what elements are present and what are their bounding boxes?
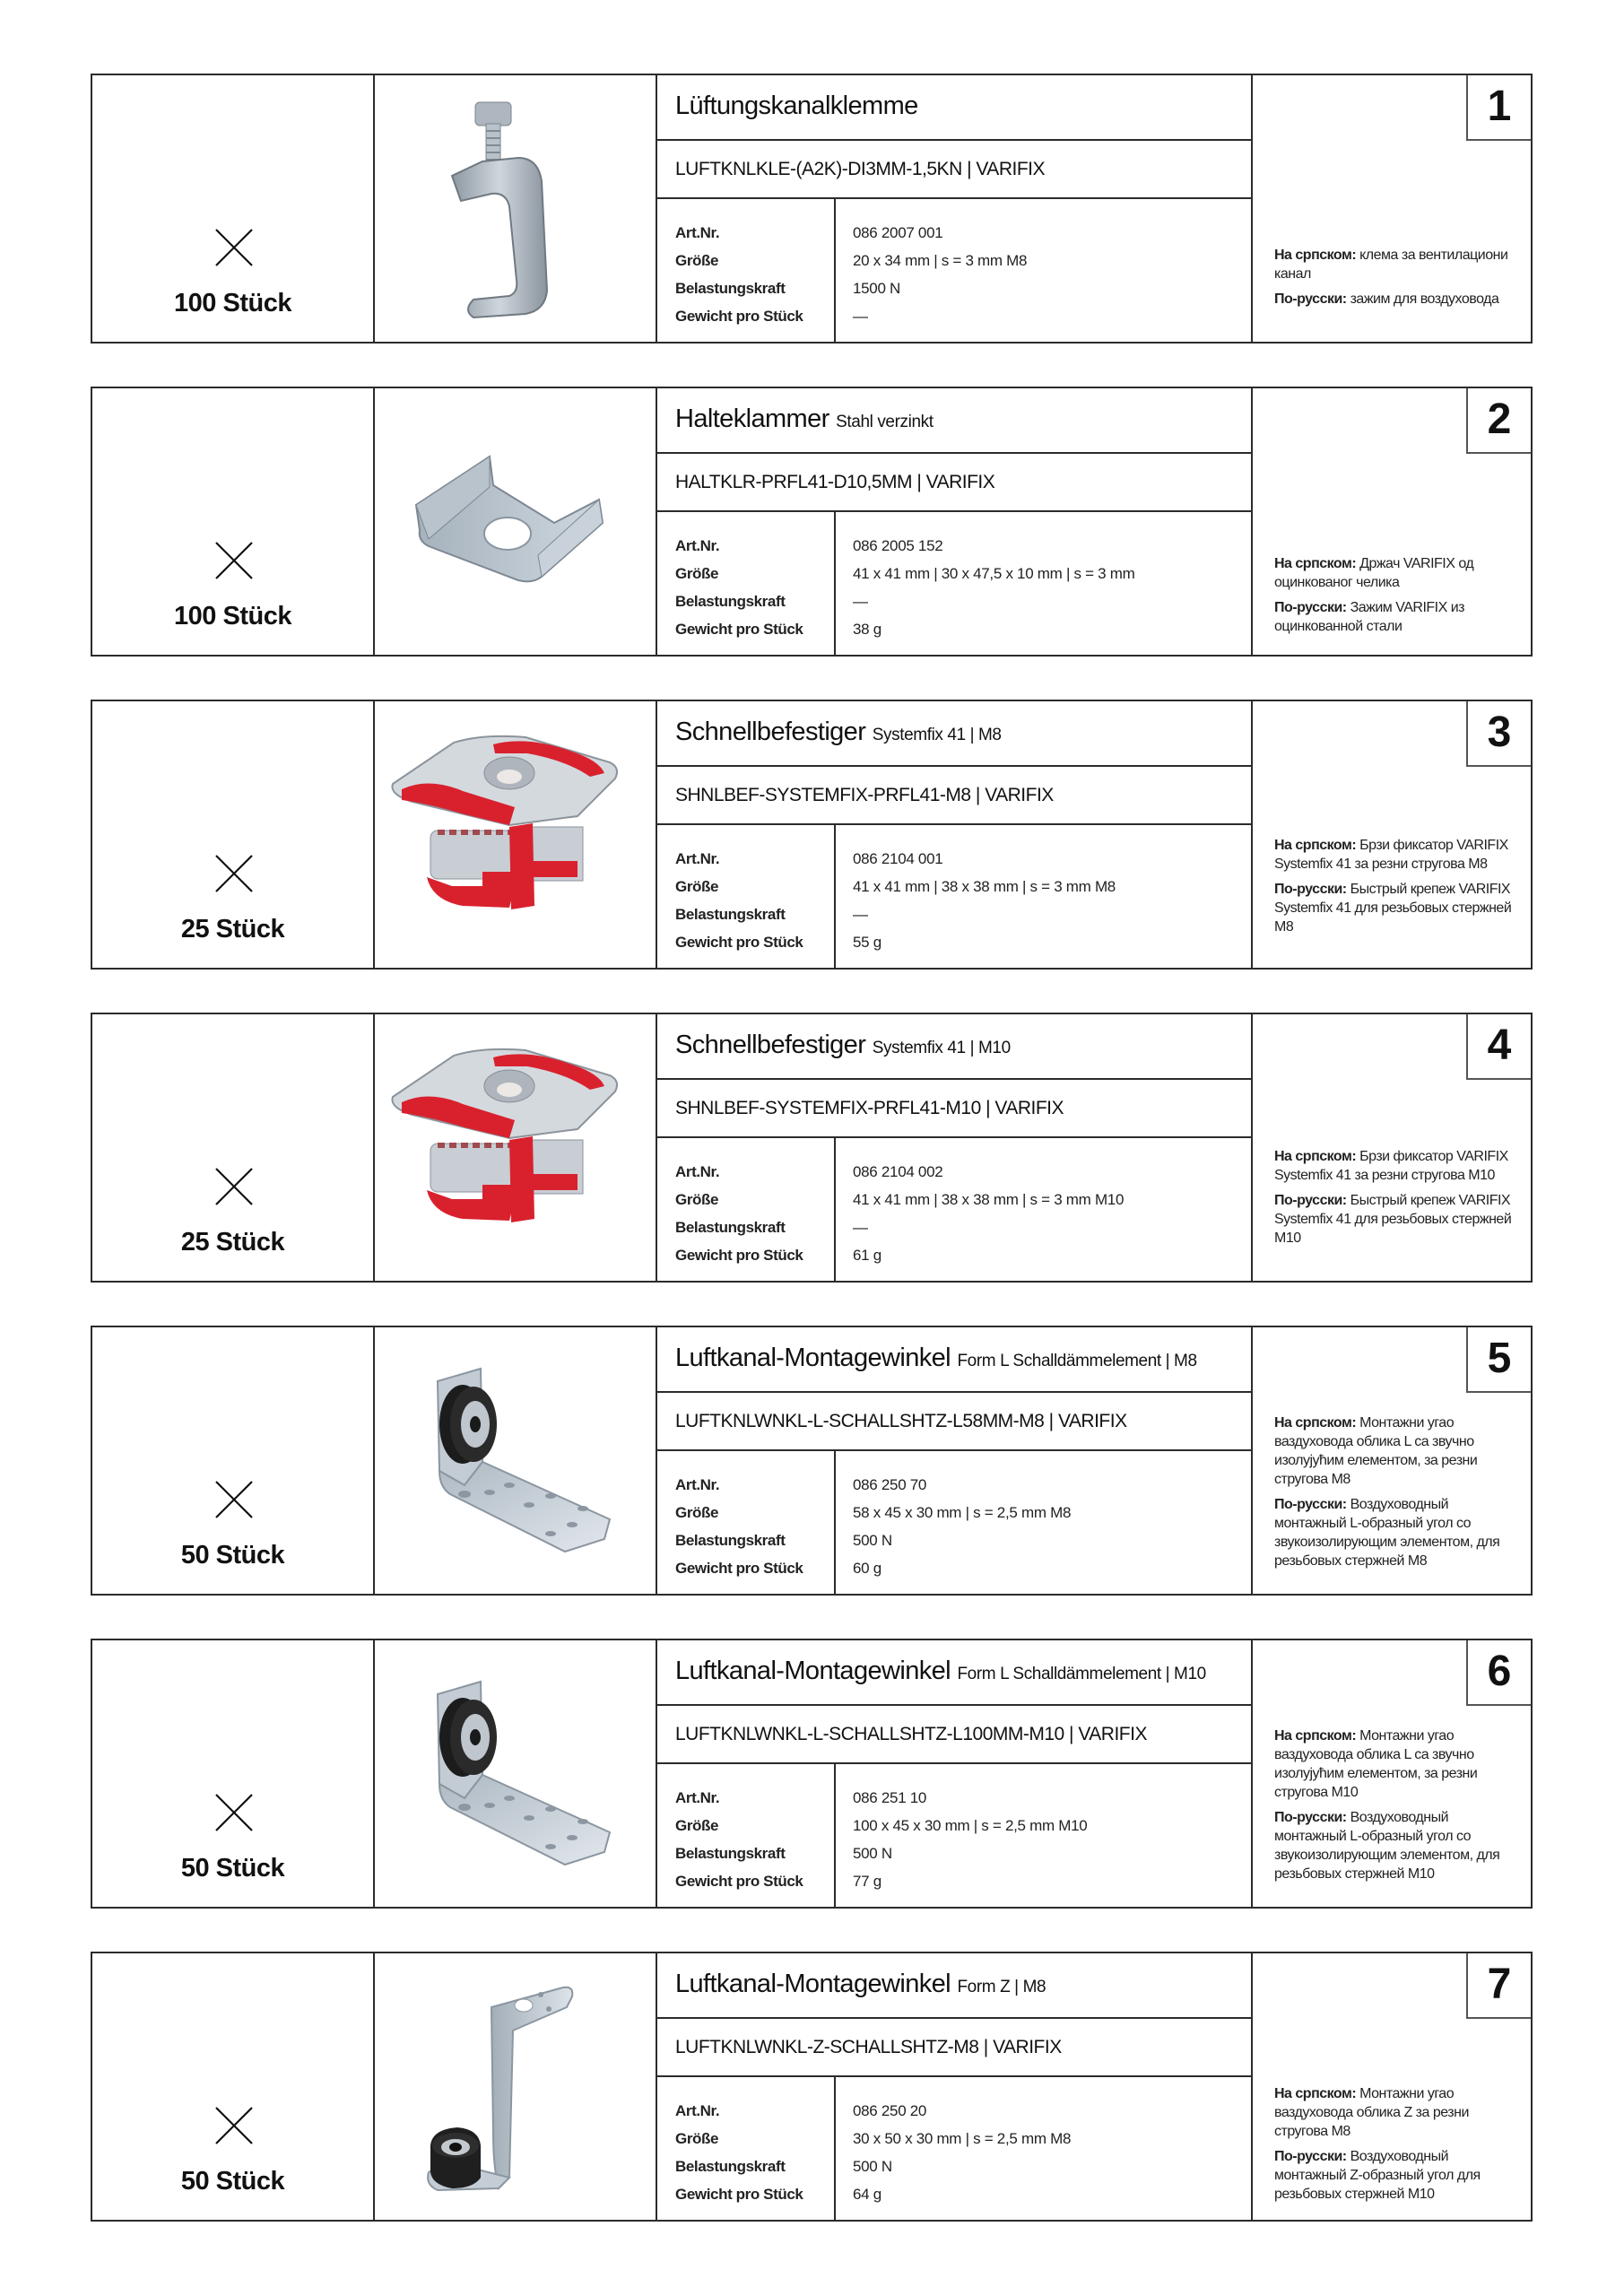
- checkbox-x-icon[interactable]: [214, 1167, 254, 1206]
- spec-value: 1500 N: [853, 280, 901, 297]
- spec-key: Art.Nr.: [675, 1789, 720, 1806]
- spec-row-groesse: [657, 565, 1251, 593]
- translations: [1274, 1726, 1518, 1890]
- spec-value: 20 x 34 mm | s = 3 mm M8: [853, 252, 1028, 269]
- spec-value: 500 N: [853, 1532, 892, 1549]
- spec-value: 60 g: [853, 1560, 881, 1577]
- serbian-translation: [1274, 1147, 1518, 1185]
- spec-row-gewicht: [657, 1560, 1251, 1587]
- product-title-sub: Form L Schalldämmelement | M10: [957, 1665, 1206, 1683]
- product-title-sub: Systemfix 41 | M8: [872, 726, 1002, 744]
- translations: [1274, 836, 1518, 943]
- serbian-text: Монтажни угао ваздуховода облика L са звучно изолујућим елементом, за резни стругова М8: [1274, 1415, 1478, 1487]
- translation-cell: [1253, 701, 1531, 968]
- product-row-7: [91, 1952, 1533, 2222]
- spec-value: 61 g: [853, 1247, 881, 1264]
- russian-translation: [1274, 1495, 1518, 1570]
- quick-fastener-icon: [375, 701, 656, 968]
- russian-text: зажим для воздуховода: [1350, 291, 1499, 307]
- spec-row-gewicht: [657, 308, 1251, 335]
- russian-translation: [1274, 290, 1518, 309]
- serbian-label: На српском:: [1274, 1149, 1357, 1164]
- product-title-sub: Form L Schalldämmelement | M8: [957, 1352, 1197, 1370]
- product-info: [657, 75, 1253, 342]
- product-image-cell: [375, 1953, 657, 2220]
- spec-value: 100 x 45 x 30 mm | s = 2,5 mm M10: [853, 1817, 1088, 1834]
- spec-value: 086 250 70: [853, 1476, 927, 1493]
- spec-value: 77 g: [853, 1873, 881, 1890]
- translation-cell: [1253, 388, 1531, 655]
- product-row-4: [91, 1013, 1533, 1283]
- translations: [1274, 246, 1518, 315]
- product-title-main: Lüftungskanalklemme: [675, 91, 918, 120]
- spec-value: 41 x 41 mm | 38 x 38 mm | s = 3 mm M10: [853, 1191, 1125, 1208]
- product-title-main: Luftkanal-Montagewinkel: [675, 1344, 951, 1372]
- quantity-cell: [92, 75, 375, 342]
- spec-key: Gewicht pro Stück: [675, 308, 803, 325]
- quantity-cell: [92, 1014, 375, 1281]
- spec-key: Größe: [675, 2130, 719, 2147]
- russian-translation: [1274, 880, 1518, 936]
- product-image-cell: [375, 1640, 657, 1907]
- product-image-cell: [375, 1014, 657, 1281]
- spec-key: Größe: [675, 1504, 719, 1521]
- russian-translation: [1274, 2147, 1518, 2204]
- quantity-label: 50 Stück: [180, 2167, 285, 2196]
- spec-value: 55 g: [853, 934, 881, 951]
- quantity-label: 100 Stück: [174, 602, 291, 631]
- spec-row-art-nr: [657, 850, 1251, 878]
- spec-row-belastungskraft: [657, 593, 1251, 621]
- quantity-cell: [92, 1953, 375, 2220]
- product-code: LUFTKNLWNKL-L-SCHALLSHTZ-L58MM-M8 | VARIFIX: [657, 1393, 1251, 1451]
- product-title-sub: Form Z | M8: [957, 1978, 1046, 1996]
- russian-text: Воздуховодный монтажный L-образный угол со звукоизолирующим элементом, для резьбовых стержней М10: [1274, 1810, 1500, 1882]
- spec-table: [657, 512, 1251, 655]
- spec-value: 41 x 41 mm | 38 x 38 mm | s = 3 mm M8: [853, 878, 1116, 895]
- spec-value: 086 2005 152: [853, 537, 943, 554]
- product-title-main: Schnellbefestiger: [675, 718, 866, 746]
- serbian-label: На српском:: [1274, 1415, 1357, 1431]
- product-info: [657, 388, 1253, 655]
- serbian-translation: [1274, 554, 1518, 592]
- russian-label: По-русски:: [1274, 1497, 1347, 1512]
- translation-cell: [1253, 1953, 1531, 2220]
- product-code: LUFTKNLKLE-(A2K)-DI3MM-1,5KN | VARIFIX: [657, 141, 1251, 199]
- item-number-badge: 5: [1466, 1327, 1531, 1393]
- translations: [1274, 1147, 1518, 1254]
- russian-label: По-русски:: [1274, 291, 1347, 307]
- spec-value: 58 x 45 x 30 mm | s = 2,5 mm M8: [853, 1504, 1072, 1521]
- spec-row-art-nr: [657, 537, 1251, 565]
- serbian-text: Држач VARIFIX од оцинкованог челика: [1274, 556, 1474, 590]
- spec-key: Belastungskraft: [675, 1532, 786, 1549]
- serbian-text: Монтажни угао ваздуховода облика L са звучно изолујућим елементом, за резни стругова М10: [1274, 1728, 1478, 1800]
- product-row-3: [91, 700, 1533, 970]
- serbian-text: Монтажни угао ваздуховода облика Z за резни стругова М8: [1274, 2086, 1469, 2139]
- spec-key: Größe: [675, 878, 719, 895]
- product-title: [657, 1640, 1251, 1706]
- translations: [1274, 554, 1518, 642]
- spec-key: Größe: [675, 1817, 719, 1834]
- spec-key: Belastungskraft: [675, 2158, 786, 2175]
- checkbox-x-icon[interactable]: [214, 1793, 254, 1832]
- russian-label: По-русски:: [1274, 1193, 1347, 1208]
- spec-row-art-nr: [657, 224, 1251, 252]
- product-title-main: Halteklammer: [675, 404, 829, 433]
- translations: [1274, 2084, 1518, 2210]
- serbian-label: На српском:: [1274, 838, 1357, 853]
- product-info: [657, 1640, 1253, 1907]
- serbian-text: Брзи фиксатор VARIFIX Systemfix 41 за резни стругова М8: [1274, 838, 1508, 872]
- russian-text: Воздуховодный монтажный Z-образный угол для резьбовых стержней М10: [1274, 2149, 1481, 2202]
- russian-text: Быстрый крепеж VARIFIX Systemfix 41 для резьбовых стержней М10: [1274, 1193, 1512, 1246]
- z-bracket-icon: [375, 1953, 656, 2220]
- spec-key: Belastungskraft: [675, 906, 786, 923]
- spec-key: Gewicht pro Stück: [675, 621, 803, 638]
- russian-label: По-русски:: [1274, 882, 1347, 897]
- spec-value: 41 x 41 mm | 30 x 47,5 x 10 mm | s = 3 mm: [853, 565, 1135, 582]
- spec-row-belastungskraft: [657, 1219, 1251, 1247]
- spec-value: —: [853, 1219, 868, 1236]
- spec-table: [657, 2077, 1251, 2220]
- item-number-badge: 2: [1466, 388, 1531, 454]
- spec-value: 086 2104 002: [853, 1163, 943, 1180]
- spec-key: Größe: [675, 252, 719, 269]
- quantity-label: 25 Stück: [180, 915, 285, 944]
- product-code: SHNLBEF-SYSTEMFIX-PRFL41-M8 | VARIFIX: [657, 767, 1251, 825]
- product-title: [657, 75, 1251, 141]
- quantity-cell: [92, 1327, 375, 1594]
- serbian-label: На српском:: [1274, 248, 1357, 263]
- item-number-badge: 7: [1466, 1953, 1531, 2019]
- translation-cell: [1253, 1014, 1531, 1281]
- product-code: LUFTKNLWNKL-Z-SCHALLSHTZ-M8 | VARIFIX: [657, 2019, 1251, 2077]
- product-image-cell: [375, 75, 657, 342]
- quantity-label: 50 Stück: [180, 1854, 285, 1883]
- spec-row-gewicht: [657, 621, 1251, 648]
- product-code: SHNLBEF-SYSTEMFIX-PRFL41-M10 | VARIFIX: [657, 1080, 1251, 1138]
- spec-value: 500 N: [853, 2158, 892, 2175]
- product-title: [657, 1014, 1251, 1080]
- retaining-clip-icon: [375, 388, 656, 655]
- russian-translation: [1274, 1191, 1518, 1248]
- product-title-main: Schnellbefestiger: [675, 1031, 866, 1059]
- spec-key: Größe: [675, 1191, 719, 1208]
- product-info: [657, 1014, 1253, 1281]
- product-row-2: [91, 387, 1533, 657]
- serbian-translation: [1274, 1413, 1518, 1489]
- spec-row-art-nr: [657, 1163, 1251, 1191]
- spec-value: 38 g: [853, 621, 881, 638]
- product-code: HALTKLR-PRFL41-D10,5MM | VARIFIX: [657, 454, 1251, 512]
- spec-key: Art.Nr.: [675, 2102, 720, 2119]
- spec-row-groesse: [657, 2130, 1251, 2158]
- serbian-text: Брзи фиксатор VARIFIX Systemfix 41 за резни стругова М10: [1274, 1149, 1508, 1183]
- russian-translation: [1274, 598, 1518, 636]
- spec-table: [657, 1764, 1251, 1907]
- product-title-main: Luftkanal-Montagewinkel: [675, 1657, 951, 1685]
- spec-row-groesse: [657, 878, 1251, 906]
- spec-row-gewicht: [657, 1247, 1251, 1274]
- product-title-sub: Systemfix 41 | M10: [872, 1039, 1011, 1057]
- quantity-cell: [92, 701, 375, 968]
- serbian-translation: [1274, 1726, 1518, 1802]
- translations: [1274, 1413, 1518, 1577]
- product-row-6: [91, 1639, 1533, 1909]
- spec-value: —: [853, 308, 868, 325]
- item-number-badge: 3: [1466, 701, 1531, 767]
- l-bracket-icon: [375, 1327, 656, 1594]
- spec-key: Art.Nr.: [675, 850, 720, 867]
- spec-value: 086 2007 001: [853, 224, 943, 241]
- serbian-text: клема за вентилациони канал: [1274, 248, 1508, 282]
- checkbox-x-icon[interactable]: [214, 854, 254, 893]
- spec-key: Art.Nr.: [675, 1163, 720, 1180]
- spec-table: [657, 1451, 1251, 1594]
- product-title: [657, 1953, 1251, 2019]
- spec-row-groesse: [657, 1817, 1251, 1845]
- spec-row-belastungskraft: [657, 906, 1251, 934]
- checkbox-x-icon[interactable]: [214, 2106, 254, 2145]
- product-title-main: Luftkanal-Montagewinkel: [675, 1970, 951, 1998]
- spec-key: Gewicht pro Stück: [675, 1247, 803, 1264]
- quantity-cell: [92, 388, 375, 655]
- spec-value: 30 x 50 x 30 mm | s = 2,5 mm M8: [853, 2130, 1072, 2147]
- spec-key: Art.Nr.: [675, 224, 720, 241]
- product-info: [657, 701, 1253, 968]
- spec-row-belastungskraft: [657, 1845, 1251, 1873]
- spec-value: 64 g: [853, 2186, 881, 2203]
- product-info: [657, 1327, 1253, 1594]
- spec-key: Belastungskraft: [675, 1219, 786, 1236]
- spec-row-art-nr: [657, 1476, 1251, 1504]
- spec-table: [657, 1138, 1251, 1281]
- spec-row-gewicht: [657, 1873, 1251, 1900]
- spec-table: [657, 825, 1251, 968]
- spec-row-groesse: [657, 1191, 1251, 1219]
- spec-value: 086 251 10: [853, 1789, 927, 1806]
- translation-cell: [1253, 75, 1531, 342]
- quantity-cell: [92, 1640, 375, 1907]
- spec-key: Gewicht pro Stück: [675, 934, 803, 951]
- quantity-label: 100 Stück: [174, 289, 291, 317]
- russian-text: Воздуховодный монтажный L-образный угол со звукоизолирующим элементом, для резьбовых стержней М8: [1274, 1497, 1500, 1569]
- product-image-cell: [375, 701, 657, 968]
- product-title-sub: Stahl verzinkt: [836, 413, 934, 431]
- spec-row-art-nr: [657, 2102, 1251, 2130]
- russian-label: По-русски:: [1274, 2149, 1347, 2164]
- spec-value: 500 N: [853, 1845, 892, 1862]
- spec-key: Belastungskraft: [675, 593, 786, 610]
- item-number-badge: 4: [1466, 1014, 1531, 1080]
- product-info: [657, 1953, 1253, 2220]
- quantity-label: 50 Stück: [180, 1541, 285, 1570]
- product-code: LUFTKNLWNKL-L-SCHALLSHTZ-L100MM-M10 | VARIFIX: [657, 1706, 1251, 1764]
- spec-row-belastungskraft: [657, 2158, 1251, 2186]
- l-bracket-icon: [375, 1640, 656, 1907]
- translation-cell: [1253, 1640, 1531, 1907]
- spec-key: Größe: [675, 565, 719, 582]
- russian-label: По-русски:: [1274, 600, 1347, 615]
- spec-row-groesse: [657, 252, 1251, 280]
- serbian-translation: [1274, 246, 1518, 283]
- spec-row-gewicht: [657, 2186, 1251, 2213]
- spec-value: 086 250 20: [853, 2102, 927, 2119]
- quantity-label: 25 Stück: [180, 1228, 285, 1257]
- spec-key: Gewicht pro Stück: [675, 1560, 803, 1577]
- duct-clamp-icon: [375, 75, 656, 342]
- spec-key: Gewicht pro Stück: [675, 1873, 803, 1890]
- serbian-translation: [1274, 2084, 1518, 2141]
- spec-key: Gewicht pro Stück: [675, 2186, 803, 2203]
- russian-text: Зажим VARIFIX из оцинкованной стали: [1274, 600, 1465, 634]
- russian-translation: [1274, 1808, 1518, 1883]
- serbian-label: На српском:: [1274, 556, 1357, 571]
- spec-key: Art.Nr.: [675, 537, 720, 554]
- product-title: [657, 388, 1251, 454]
- spec-value: —: [853, 906, 868, 923]
- product-image-cell: [375, 388, 657, 655]
- spec-row-belastungskraft: [657, 280, 1251, 308]
- checkbox-x-icon[interactable]: [214, 1480, 254, 1519]
- product-row-5: [91, 1326, 1533, 1596]
- spec-value: 086 2104 001: [853, 850, 943, 867]
- product-row-1: [91, 74, 1533, 344]
- product-title: [657, 701, 1251, 767]
- product-title: [657, 1327, 1251, 1393]
- item-number-badge: 6: [1466, 1640, 1531, 1706]
- spec-key: Belastungskraft: [675, 280, 786, 297]
- spec-row-art-nr: [657, 1789, 1251, 1817]
- serbian-label: На српском:: [1274, 1728, 1357, 1744]
- spec-key: Art.Nr.: [675, 1476, 720, 1493]
- serbian-label: На српском:: [1274, 2086, 1357, 2101]
- spec-table: [657, 199, 1251, 342]
- serbian-translation: [1274, 836, 1518, 874]
- checkbox-x-icon[interactable]: [214, 228, 254, 267]
- spec-row-groesse: [657, 1504, 1251, 1532]
- translation-cell: [1253, 1327, 1531, 1594]
- product-image-cell: [375, 1327, 657, 1594]
- spec-row-belastungskraft: [657, 1532, 1251, 1560]
- quick-fastener-icon: [375, 1014, 656, 1281]
- checkbox-x-icon[interactable]: [214, 541, 254, 580]
- item-number-badge: 1: [1466, 75, 1531, 141]
- spec-value: —: [853, 593, 868, 610]
- russian-label: По-русски:: [1274, 1810, 1347, 1825]
- russian-text: Быстрый крепеж VARIFIX Systemfix 41 для резьбовых стержней М8: [1274, 882, 1512, 935]
- spec-row-gewicht: [657, 934, 1251, 961]
- spec-key: Belastungskraft: [675, 1845, 786, 1862]
